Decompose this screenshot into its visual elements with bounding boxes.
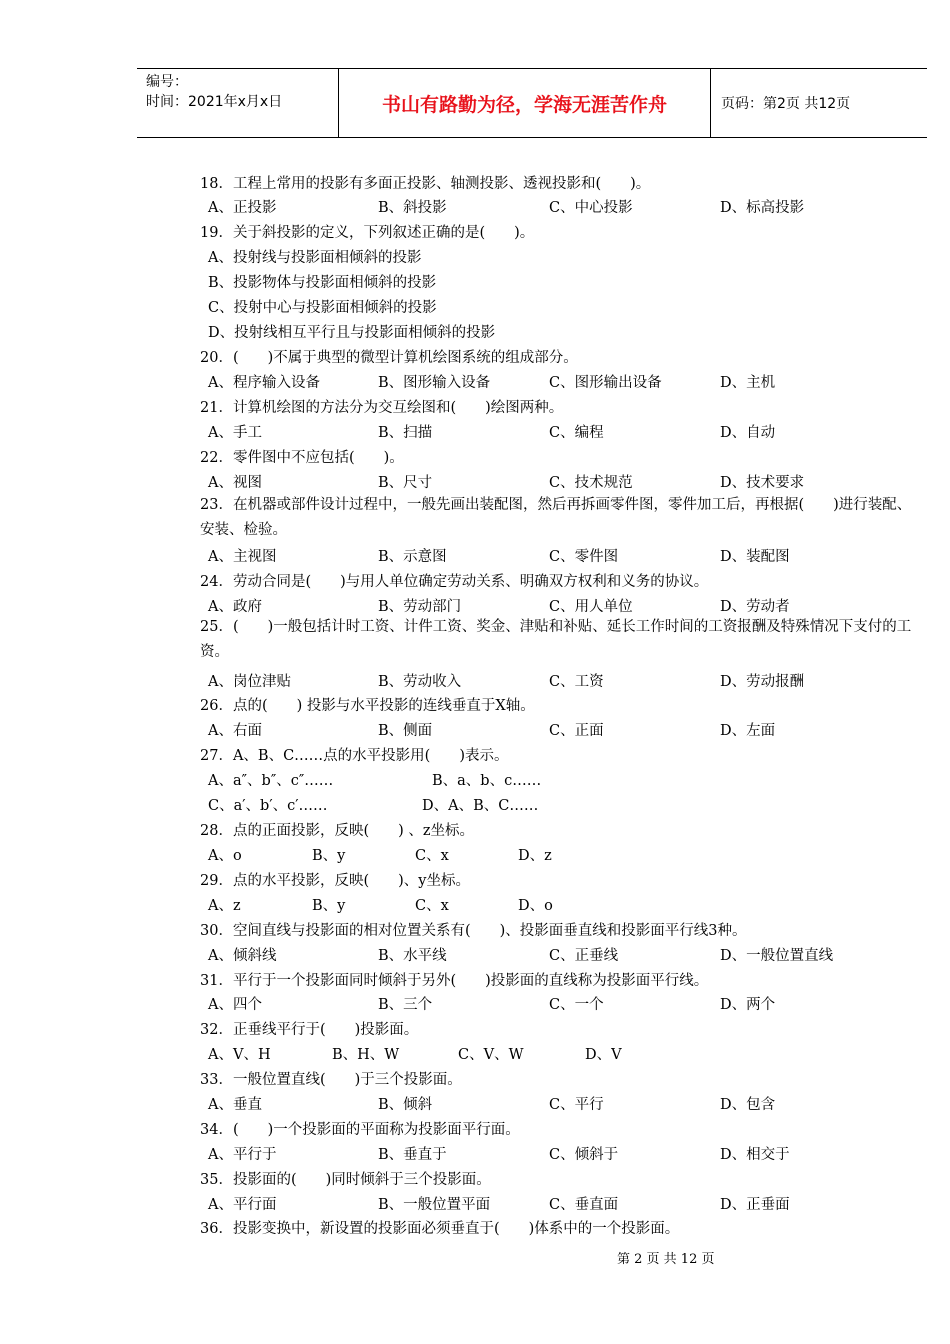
option-b: B、y <box>312 898 346 914</box>
option-a: A、程序输入设备 <box>208 375 320 391</box>
option-c: C、零件图 <box>549 549 619 565</box>
option-a: A、右面 <box>208 723 262 739</box>
option-a: A、主视图 <box>208 549 277 565</box>
option-a: A、四个 <box>208 997 262 1013</box>
option-b: B、斜投影 <box>378 200 447 216</box>
question-18: 18．工程上常用的投影有多面正投影、轴测投影、透视投影和( )。 <box>200 176 651 192</box>
option-d: D、劳动报酬 <box>720 674 805 690</box>
option-c: C、工资 <box>549 674 604 690</box>
option-d: D、V <box>585 1047 622 1063</box>
option-b: B、扫描 <box>378 425 433 441</box>
option-c: C、平行 <box>549 1097 604 1113</box>
question-text: 23．在机器或部件设计过程中，一般先画出装配图，然后再拆画零件图，零件加工后，再根据( )进行装配、安装、检验。 <box>200 497 912 538</box>
question-21: 21．计算机绘图的方法分为交互绘图和( )绘图两种。 <box>200 400 564 416</box>
question-36: 36．投影变换中，新设置的投影面必须垂直于( )体系中的一个投影面。 <box>200 1221 680 1237</box>
option-d: D、技术要求 <box>720 475 805 491</box>
option-c: C、倾斜于 <box>549 1147 619 1163</box>
document-date: 时间：2021年x月x日 <box>146 94 283 110</box>
option-b: B、示意图 <box>378 549 447 565</box>
option-b: B、劳动部门 <box>378 599 462 615</box>
option-d: D、相交于 <box>720 1147 790 1163</box>
option-a: A、正投影 <box>208 200 277 216</box>
option-d: D、一般位置直线 <box>720 948 834 964</box>
question-text: 25．( )一般包括计时工资、计件工资、奖金、津贴和补贴、延长工作时间的工资报酬及特殊情况下支付的工资。 <box>200 619 912 660</box>
option-a: A、政府 <box>208 599 262 615</box>
page-footer: 第 2 页 共 12 页 <box>617 1252 715 1267</box>
option-a: A、V、H <box>208 1047 271 1063</box>
header-meta <box>137 69 339 137</box>
question-31: 31．平行于一个投影面同时倾斜于另外( )投影面的直线称为投影面平行线。 <box>200 973 709 989</box>
option-d: D、自动 <box>720 425 776 441</box>
question-24: 24．劳动合同是( )与用人单位确定劳动关系、明确双方权利和义务的协议。 <box>200 574 709 590</box>
option-a: A、手工 <box>208 425 262 441</box>
option-a: A、平行面 <box>208 1197 277 1213</box>
option-b: B、y <box>312 848 346 864</box>
option-a: A、岗位津贴 <box>208 674 291 690</box>
header-motto: 书山有路勤为径，学海无涯苦作舟 <box>339 69 711 137</box>
question-23 <box>177 493 912 543</box>
option-b: B、三个 <box>378 997 433 1013</box>
option-d: D、左面 <box>720 723 776 739</box>
option-c: C、a′、b′、c′…… <box>208 798 328 814</box>
option-d: D、投射线相互平行且与投影面相倾斜的投影 <box>208 325 496 341</box>
option-b: B、图形输入设备 <box>378 375 491 391</box>
option-c: C、x <box>415 848 449 864</box>
option-b: B、一般位置平面 <box>378 1197 491 1213</box>
option-c: C、x <box>415 898 449 914</box>
option-a: A、o <box>208 848 242 864</box>
question-28: 28．点的正面投影，反映( ) 、z坐标。 <box>200 823 475 839</box>
option-d: D、主机 <box>720 375 776 391</box>
option-b: B、H、W <box>332 1047 400 1063</box>
option-b: B、侧面 <box>378 723 433 739</box>
question-27: 27．A、B、C……点的水平投影用( )表示。 <box>200 748 509 764</box>
question-20: 20．( )不属于典型的微型计算机绘图系统的组成部分。 <box>200 350 578 366</box>
option-c: C、正面 <box>549 723 604 739</box>
option-d: D、包含 <box>720 1097 776 1113</box>
option-c: C、正垂线 <box>549 948 619 964</box>
option-c: C、投射中心与投影面相倾斜的投影 <box>208 300 437 316</box>
option-b: B、投影物体与投影面相倾斜的投影 <box>208 275 437 291</box>
question-29: 29．点的水平投影，反映( )、y坐标。 <box>200 873 470 889</box>
option-c: C、一个 <box>549 997 604 1013</box>
option-c: C、V、W <box>458 1047 524 1063</box>
option-b: B、a、b、c…… <box>432 773 542 789</box>
header-page-number: 页码：第2页 共12页 <box>721 96 851 112</box>
option-b: B、劳动收入 <box>378 674 462 690</box>
question-30: 30．空间直线与投影面的相对位置关系有( )、投影面垂直线和投影面平行线3种。 <box>200 923 747 939</box>
question-33: 33．一般位置直线( )于三个投影面。 <box>200 1072 462 1088</box>
option-a: A、垂直 <box>208 1097 262 1113</box>
option-d: D、标高投影 <box>720 200 805 216</box>
option-c: C、用人单位 <box>549 599 633 615</box>
option-d: D、o <box>518 898 553 914</box>
question-35: 35．投影面的( )同时倾斜于三个投影面。 <box>200 1172 491 1188</box>
document-number: 编号： <box>146 74 188 90</box>
option-a: A、平行于 <box>208 1147 277 1163</box>
option-d: D、劳动者 <box>720 599 790 615</box>
option-d: D、两个 <box>720 997 776 1013</box>
option-b: B、水平线 <box>378 948 447 964</box>
option-a: A、投射线与投影面相倾斜的投影 <box>208 250 422 266</box>
option-c: C、垂直面 <box>549 1197 619 1213</box>
question-25 <box>177 615 912 665</box>
option-c: C、中心投影 <box>549 200 633 216</box>
option-d: D、z <box>518 848 552 864</box>
option-a: A、z <box>208 898 241 914</box>
option-c: C、技术规范 <box>549 475 633 491</box>
option-d: D、正垂面 <box>720 1197 790 1213</box>
question-26: 26．点的( ) 投影与水平投影的连线垂直于X轴。 <box>200 698 535 714</box>
option-d: D、装配图 <box>720 549 790 565</box>
option-b: B、垂直于 <box>378 1147 447 1163</box>
question-34: 34．( )一个投影面的平面称为投影面平行面。 <box>200 1122 520 1138</box>
page-header <box>137 68 927 138</box>
option-d: D、A、B、C…… <box>422 798 539 814</box>
option-c: C、编程 <box>549 425 604 441</box>
option-c: C、图形输出设备 <box>549 375 662 391</box>
option-a: A、倾斜线 <box>208 948 277 964</box>
option-a: A、a″、b″、c″…… <box>208 773 334 789</box>
question-22: 22．零件图中不应包括( )。 <box>200 450 404 466</box>
option-b: B、尺寸 <box>378 475 433 491</box>
question-19: 19．关于斜投影的定义，下列叙述正确的是( )。 <box>200 225 535 241</box>
option-a: A、视图 <box>208 475 262 491</box>
option-b: B、倾斜 <box>378 1097 433 1113</box>
question-32: 32．正垂线平行于( )投影面。 <box>200 1022 419 1038</box>
